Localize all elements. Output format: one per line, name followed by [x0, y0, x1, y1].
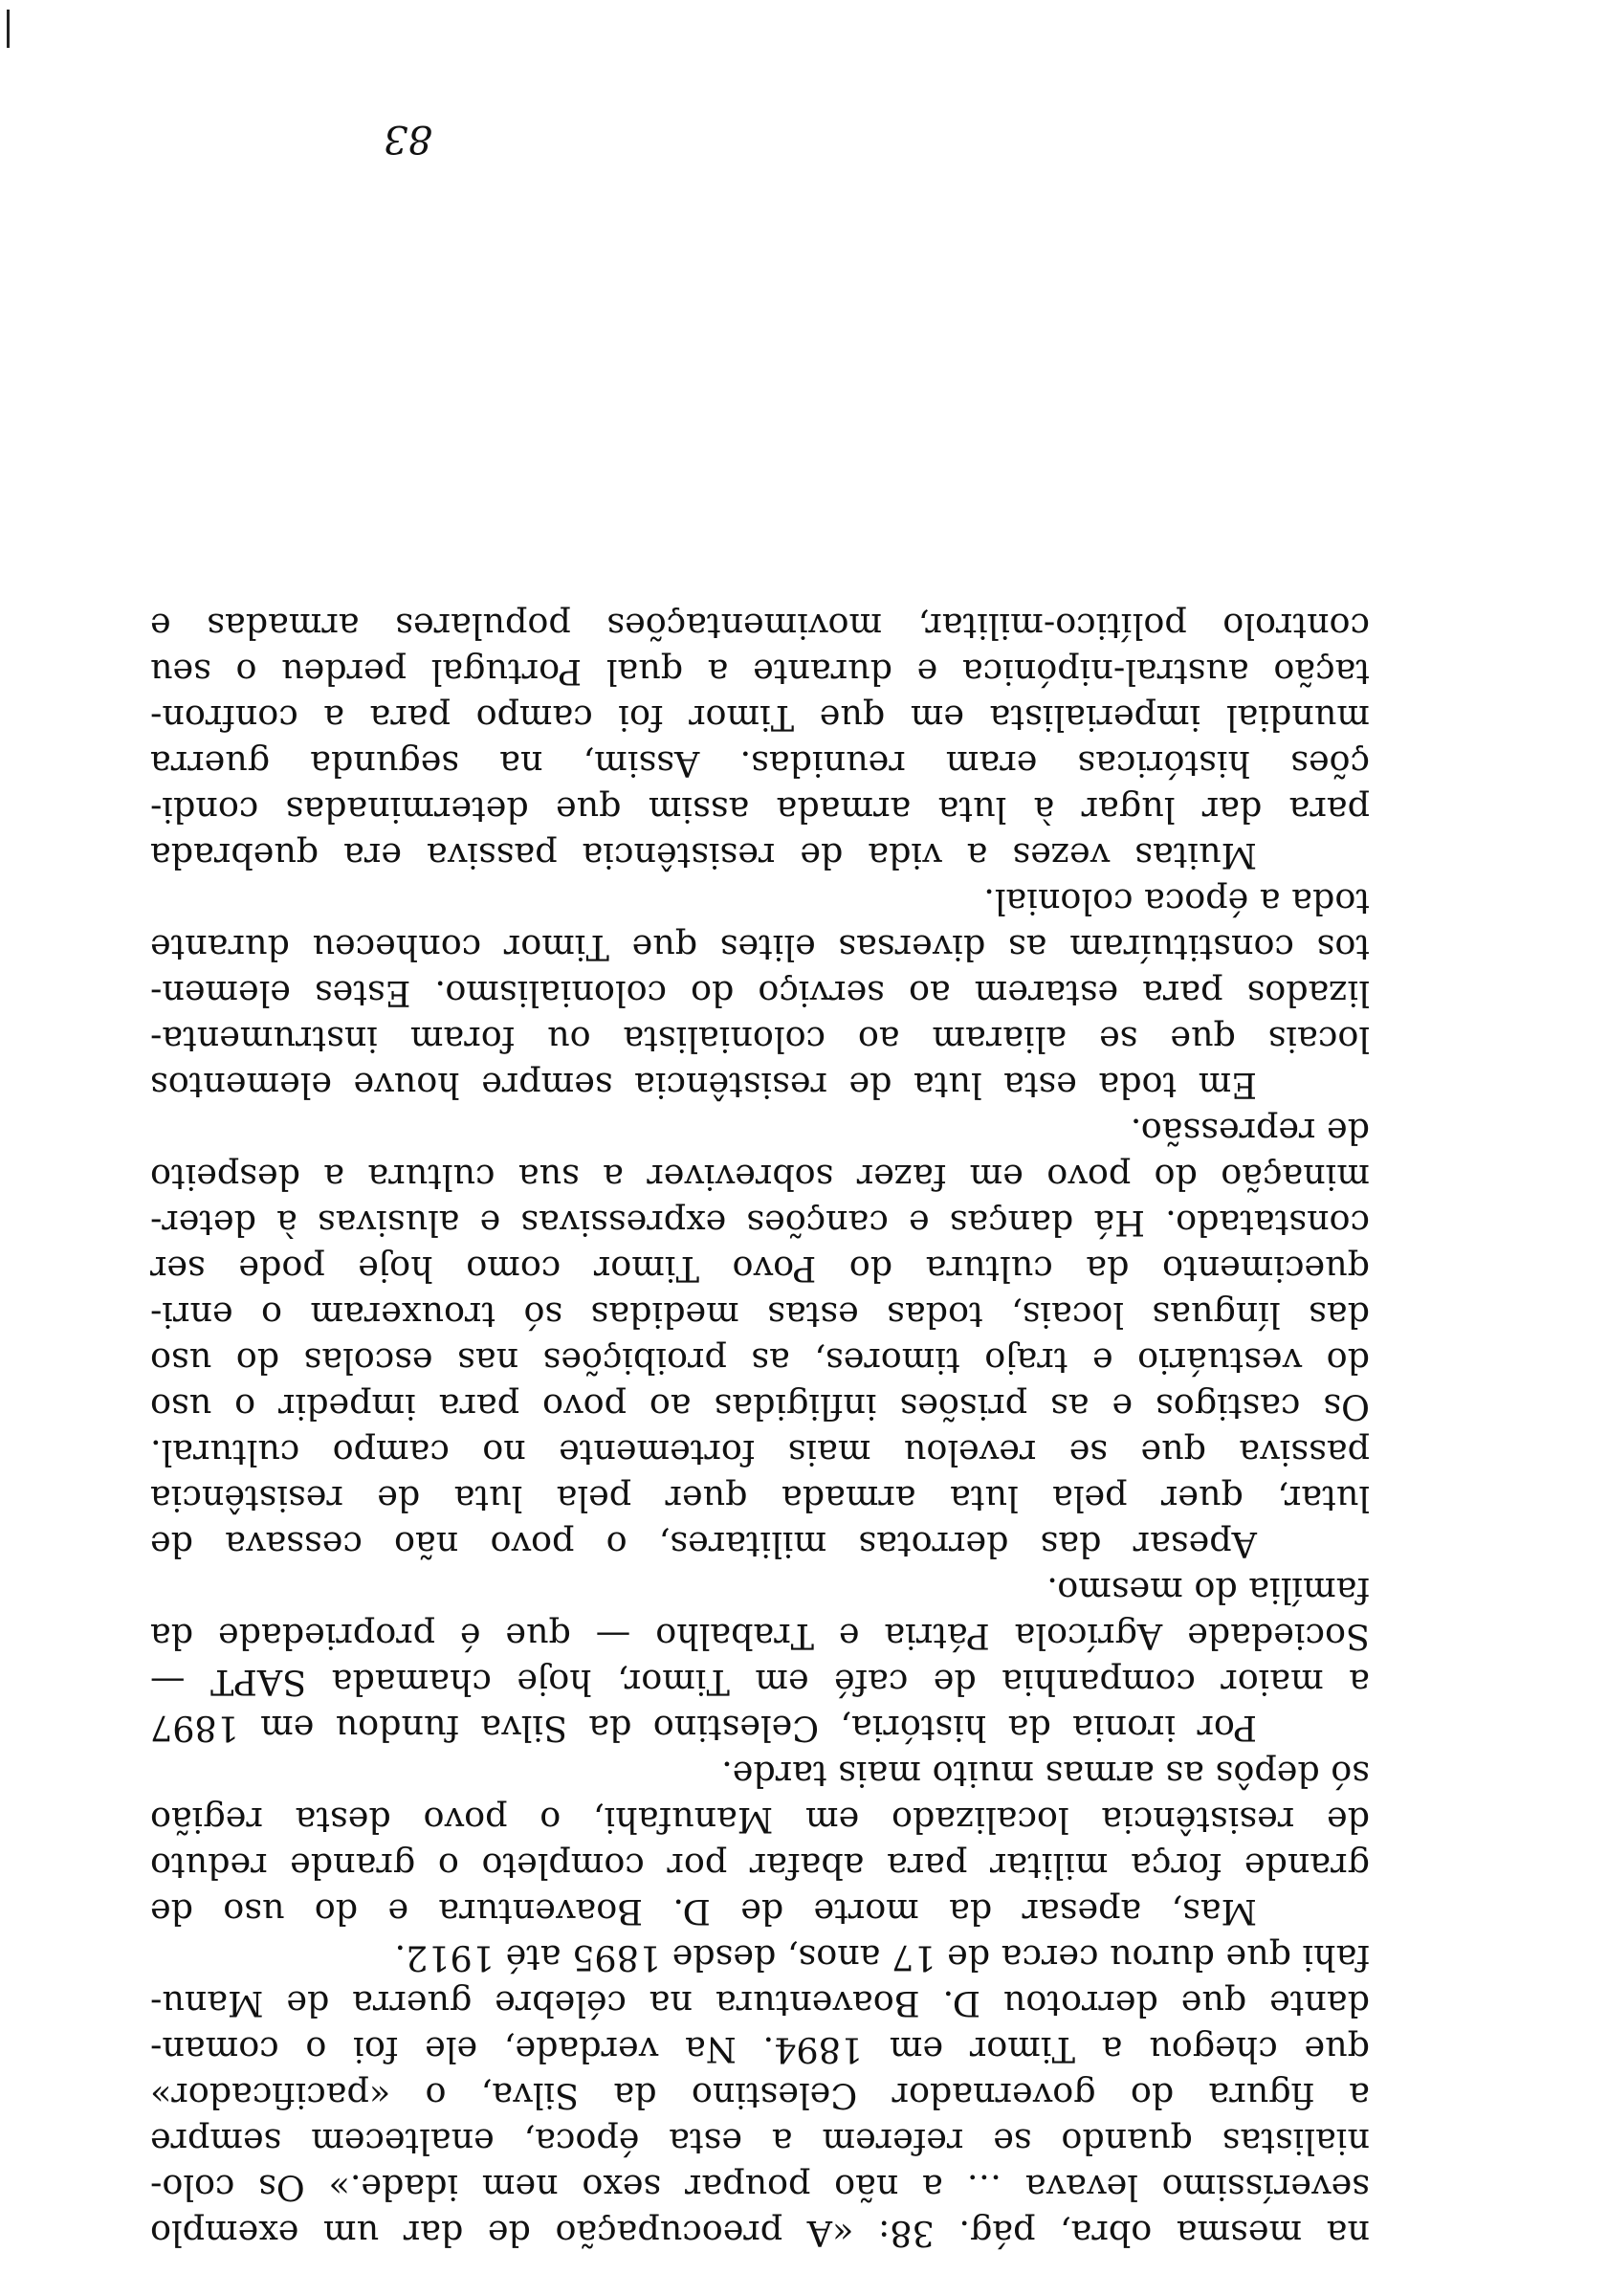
- text-line: severíssimo levava … a não poupar sexo nem idade.» Os colo-: [150, 2167, 1370, 2208]
- text-line: toda a época colonial.: [983, 881, 1370, 922]
- text-line: ções históricas eram reunidas. Assim, na segunda guerra: [150, 743, 1370, 784]
- text-line: a figura do governador Celestino da Silva, o «pacificador»: [150, 2075, 1370, 2116]
- text-line: mundial imperialista em que Timor foi campo para a confron-: [150, 697, 1370, 739]
- text-line: nialistas quando se referem a esta época, enaltecem sempre: [150, 2121, 1370, 2162]
- text-line: controlo político-militar, movimentações populares armadas e: [150, 606, 1370, 647]
- text-line: a maior companhia de café em Timor, hoje chamada SAPT —: [150, 1662, 1370, 1703]
- text-line: fahi que durou cerca de 17 anos, desde 1895 até 1912.: [394, 1937, 1370, 1978]
- body-text: [150, 603, 1370, 2256]
- text-line: Sociedade Agrícola Pátria e Trabalho — que é propriedade da: [150, 1616, 1370, 1657]
- text-line: tos constituíram as diversas elites que Timor conheceu durante: [150, 927, 1370, 968]
- text-line: grande força militar para abafar por completo o grande reduto: [150, 1845, 1370, 1887]
- text-line: Mas, apesar da morte de D. Boaventura e do uso de: [150, 1891, 1257, 1932]
- text-line: de repressão.: [1130, 1111, 1370, 1152]
- text-line: minação do povo em fazer sobreviver a sua cultura a despeito: [150, 1157, 1370, 1198]
- text-line: Por ironia da história, Celestino da Silva fundou em 1897: [150, 1708, 1257, 1749]
- text-line: lutar, quer pela luta armada quer pela luta de resistência: [150, 1478, 1370, 1519]
- text-line: para dar lugar à luta armada assim que determinadas condi-: [150, 789, 1370, 830]
- text-line: do vestuário e trajo timores, as proibições nas escolas do uso: [150, 1340, 1370, 1381]
- text-line: Em toda esta luta de resistência sempre houve elementos: [150, 1065, 1257, 1106]
- page-number: 83: [384, 117, 432, 161]
- text-line: família do mesmo.: [1046, 1570, 1370, 1611]
- text-line: das línguas locais, todas estas medidas só trouxeram o enri-: [150, 1294, 1370, 1336]
- text-line: só depôs as armas muito mais tarde.: [721, 1754, 1370, 1795]
- text-line: locais que se aliaram ao colonialista ou foram instrumenta-: [150, 1019, 1370, 1060]
- text-line: lizados para estarem ao serviço do colonialismo. Estes elemen-: [150, 973, 1370, 1014]
- text-line: Apesar das derrotas militares, o povo não cessava de: [150, 1524, 1257, 1565]
- scan-edge-mark: [7, 10, 10, 48]
- text-line: quecimento da cultura do Povo Timor como hoje pode ser: [150, 1248, 1370, 1290]
- text-line: tação austral-nipónica e durante a qual Portugal perdeu o seu: [150, 651, 1370, 693]
- text-line: de resistência localizado em Manufahi, o povo desta região: [150, 1799, 1370, 1841]
- text-line: Os castigos e as prisões infligidas ao povo para impedir o uso: [150, 1386, 1370, 1427]
- text-line: na mesma obra, pág. 38: «A preocupação de dar um exemplo: [150, 2213, 1370, 2254]
- text-line: constatado. Há danças e canções expressivas e alusivas à deter-: [150, 1203, 1370, 1244]
- text-line: dante que derrotou D. Boaventura na célebre guerra de Manu-: [150, 1983, 1370, 2024]
- text-line: que chegou a Timor em 1894. Na verdade, ele foi o coman-: [150, 2029, 1370, 2070]
- text-line: Muitas vezes a vida de resistência passiva era quebrada: [150, 835, 1257, 876]
- text-line: passiva que se revelou mais fortemente no campo cultural.: [150, 1432, 1370, 1473]
